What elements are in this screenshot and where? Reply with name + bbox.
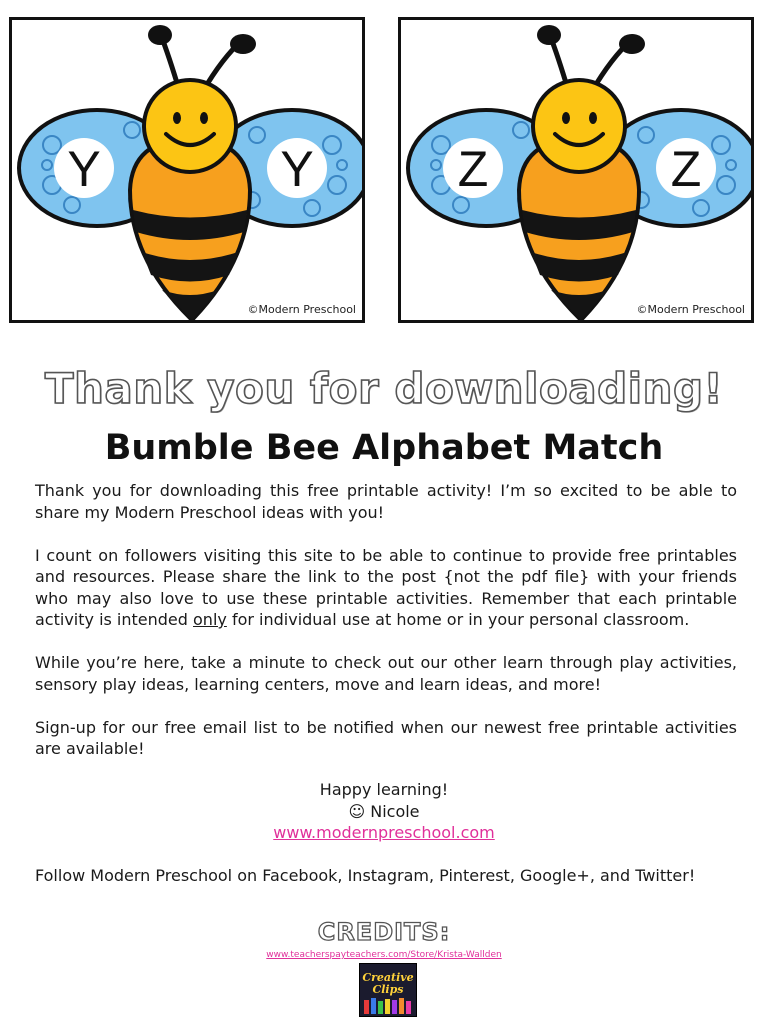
body-text [35, 480, 737, 781]
underlined-only: only [193, 610, 227, 629]
signoff [0, 779, 768, 844]
bee-card-z [398, 17, 754, 323]
thanks-title: Thank you for downloading! [44, 364, 724, 413]
page-subtitle: Bumble Bee Alphabet Match [104, 428, 664, 468]
logo-text-line-1: Creative [362, 971, 414, 984]
signoff-name: ☺ Nicole [348, 801, 420, 821]
logo-text [360, 972, 416, 996]
wing-letter-right: Y [280, 141, 314, 197]
bee-illustration [401, 20, 751, 320]
logo-text-line-2: Clips [372, 983, 404, 996]
paragraph-signup: Sign-up for our free email list to be notified when our newest free printable activities are available! [35, 717, 737, 758]
credits-title: CREDITS: [317, 918, 451, 946]
paragraph-share-end: for individual use at home or in your personal classroom. [226, 610, 690, 629]
paragraph-share-start: I count on followers visiting this site to be able to continue to provide free printables and resources. Please share the link to the post {not the pdf file} with your friends who may also love to use these printable activities. Remember that each printable activity is intended [35, 545, 737, 629]
website-link[interactable]: www.modernpreschool.com [273, 823, 495, 842]
creative-clips-logo [359, 963, 417, 1017]
paragraph-explore: While you’re here, take a minute to check out our other learn through play activities, sensory play ideas, learning centers, move and learn ideas, and more! [35, 653, 737, 694]
wing-letter-left: Z [457, 141, 489, 197]
follow-social-text: Follow Modern Preschool on Facebook, Instagram, Pinterest, Google+, and Twitter! [35, 866, 696, 885]
bee-card-y [9, 17, 365, 323]
paragraph-share [35, 545, 737, 631]
credits-link[interactable]: www.teacherspayteachers.com/Store/Krista-Wallden [266, 950, 502, 960]
wing-letter-left: Y [67, 141, 101, 197]
copyright-label: ©Modern Preschool [247, 303, 356, 316]
paragraph-intro: Thank you for downloading this free printable activity! I’m so excited to be able to share my Modern Preschool ideas with you! [35, 481, 737, 522]
signoff-happy-learning: Happy learning! [319, 780, 449, 799]
bee-illustration [12, 20, 362, 320]
wing-letter-right: Z [670, 141, 702, 197]
copyright-label: ©Modern Preschool [636, 303, 745, 316]
